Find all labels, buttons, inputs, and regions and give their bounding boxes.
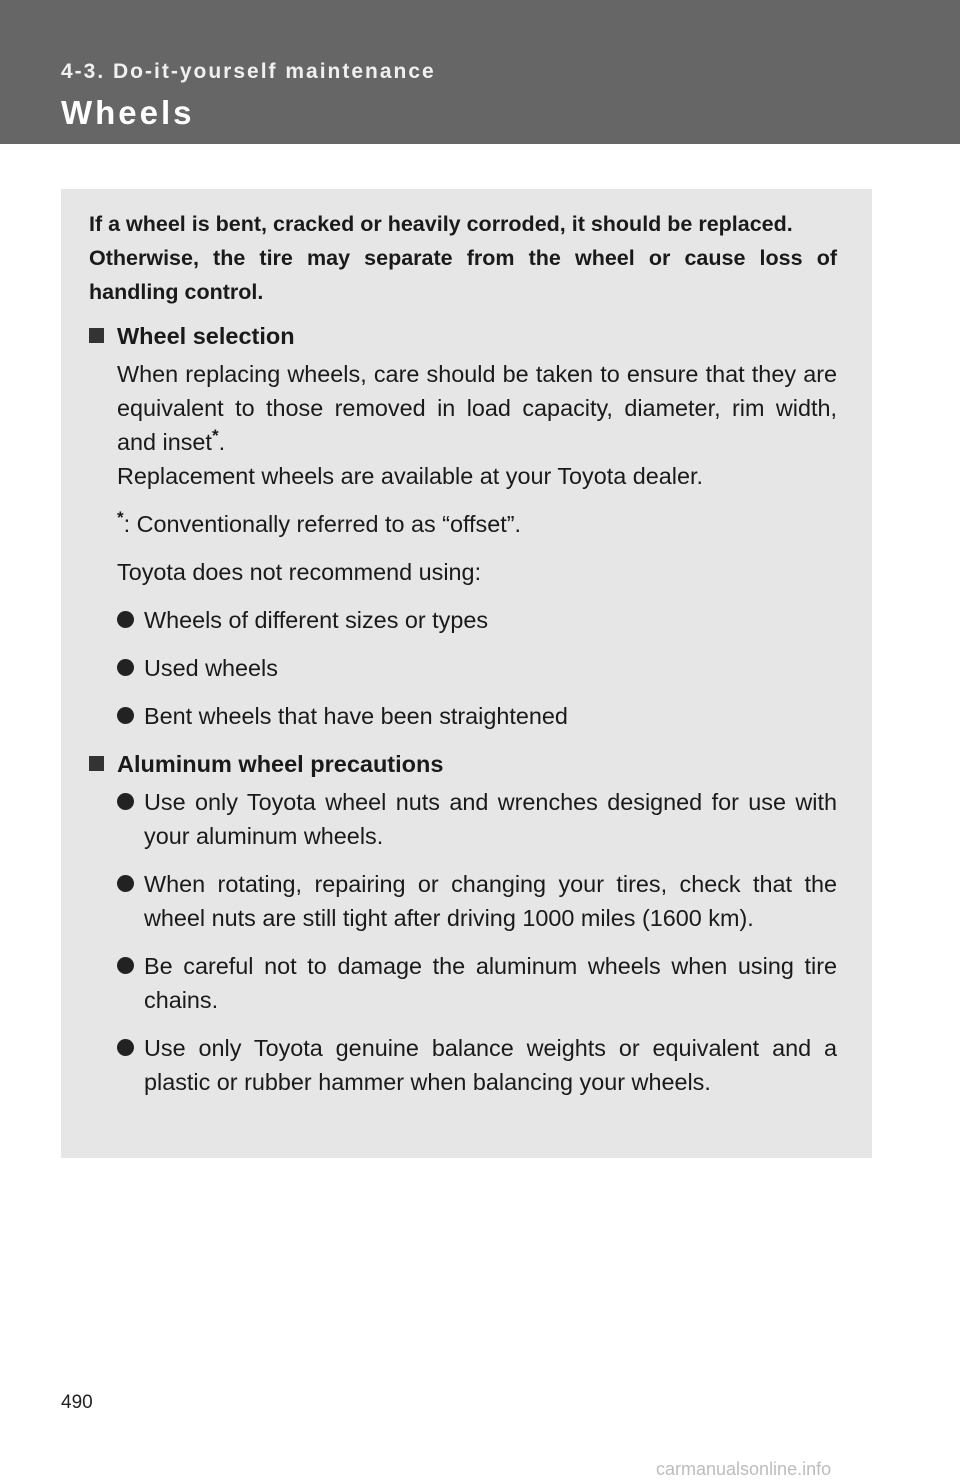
- list-item: [89, 785, 837, 853]
- list-item-text: Wheels of different sizes or types: [144, 607, 489, 633]
- list-item: [89, 699, 837, 733]
- heading-label: Wheel selection: [117, 323, 295, 349]
- wheel-selection-heading: [89, 319, 837, 353]
- square-bullet-icon: [89, 756, 104, 771]
- list-item: [89, 1031, 837, 1099]
- heading-label: Aluminum wheel precautions: [117, 751, 444, 777]
- page-number: 490: [61, 1392, 93, 1413]
- list-item-text: Bent wheels that have been straightened: [144, 703, 568, 729]
- dealer-para: Replacement wheels are available at your Toyota dealer.: [117, 463, 703, 489]
- circle-bullet-icon: [117, 611, 134, 628]
- intro-text-2: Otherwise, the tire may separate from the wheel or cause loss of handling control.: [89, 246, 837, 304]
- list-item: [89, 651, 837, 685]
- circle-bullet-icon: [117, 659, 134, 676]
- caution-box: [61, 189, 872, 1158]
- watermark: carmanualsonline.info: [656, 1459, 832, 1479]
- list-item-text: Use only Toyota genuine balance weights or equivalent and a plastic or rubber hammer when balancing your wheels.: [144, 1035, 837, 1095]
- para-text: When replacing wheels, care should be taken to ensure that they are equivalent to those removed in load capacity, diameter, rim width, and inset: [117, 361, 837, 455]
- list-item-text: Used wheels: [144, 655, 278, 681]
- circle-bullet-icon: [117, 1039, 134, 1056]
- list-item-text: Use only Toyota wheel nuts and wrenches designed for use with your aluminum wheels.: [144, 789, 837, 849]
- circle-bullet-icon: [117, 957, 134, 974]
- list-item-text: Be careful not to damage the aluminum wheels when using tire chains.: [144, 953, 837, 1013]
- aluminum-heading: [89, 747, 837, 781]
- circle-bullet-icon: [117, 793, 134, 810]
- page-title: Wheels: [61, 94, 195, 131]
- footnote-text: : Conventionally referred to as “offset”.: [123, 511, 522, 537]
- header-bar: [0, 0, 960, 144]
- intro-text-1: If a wheel is bent, cracked or heavily corroded, it should be replaced.: [89, 212, 793, 236]
- list-item: [89, 867, 837, 935]
- list-item: [89, 603, 837, 637]
- asterisk-mark: *: [117, 508, 124, 528]
- para-period: .: [218, 429, 226, 455]
- list-item: [89, 949, 837, 1017]
- circle-bullet-icon: [117, 875, 134, 892]
- asterisk-mark: *: [211, 426, 219, 446]
- square-bullet-icon: [89, 328, 104, 343]
- section-label: 4-3. Do-it-yourself maintenance: [61, 60, 436, 83]
- wheel-selection-para: [89, 357, 837, 459]
- list-item-text: When rotating, repairing or changing your tires, check that the wheel nuts are still tight after driving 1000 miles (1600 km).: [144, 871, 837, 931]
- recommend-lead: Toyota does not recommend using:: [117, 559, 482, 585]
- circle-bullet-icon: [117, 707, 134, 724]
- footnote: [89, 507, 837, 541]
